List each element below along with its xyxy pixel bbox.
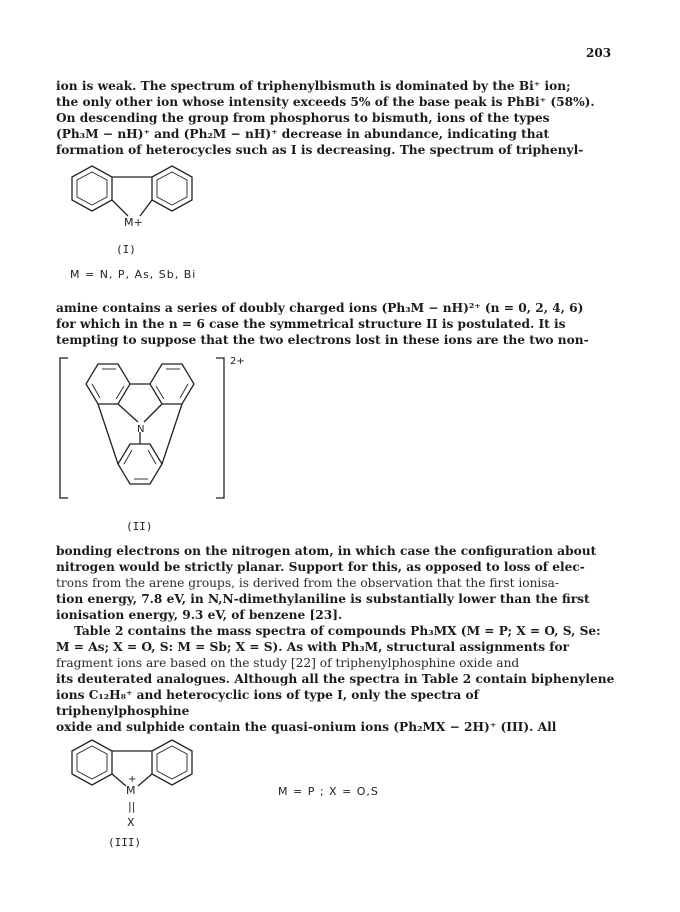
paragraph-4 xyxy=(56,623,616,735)
text-line: its deuterated analogues. Although all the spectra in Table 2 contain biphenylene xyxy=(56,672,615,686)
benzene-ring-inner-right xyxy=(157,172,187,205)
text-line: tempting to suppose that the two electrons lost in these ions are the two non- xyxy=(56,333,589,347)
heteroatom-label: M xyxy=(126,784,136,797)
text-line: trons from the arene groups, is derived from the observation that the first ionisa- xyxy=(56,576,559,590)
structure-2-label: (II) xyxy=(126,520,153,533)
structure-1-note: M = N, P, As, Sb, Bi xyxy=(70,268,197,281)
bracket-right xyxy=(216,358,224,498)
paragraph-1 xyxy=(56,78,616,158)
text-line: nitrogen would be strictly planar. Support for this, as opposed to loss of elec- xyxy=(56,560,585,574)
text-line: bonding electrons on the nitrogen atom, in which case the configuration about xyxy=(56,544,597,558)
bracket-left xyxy=(60,358,68,498)
text-line: ionisation energy, 9.3 eV, of benzene [23]. xyxy=(56,608,343,622)
benzene-ring-inner-left xyxy=(77,172,107,205)
text-line: amine contains a series of doubly charged ions (Ph₃M − nH)²⁺ (n = 0, 2, 4, 6) xyxy=(56,301,584,315)
text-line: (Ph₃M − nH)⁺ and (Ph₂M − nH)⁺ decrease in abundance, indicating that xyxy=(56,127,550,141)
charge-label: 2+ xyxy=(230,356,245,367)
text-line: fragment ions are based on the study [22] of triphenylphosphine oxide and xyxy=(56,656,520,670)
nitrogen-label: N xyxy=(137,424,145,435)
text-line: Table 2 contains the mass spectra of compounds Ph₃MX (M = P; X = O, S, Se: xyxy=(74,624,601,638)
text-line: tion energy, 7.8 eV, in N,N-dimethylaniline is substantially lower than the first xyxy=(56,592,590,606)
benzene-ring-left xyxy=(72,740,112,785)
text-line: ions C₁₂H₈⁺ and heterocyclic ions of type I, only the spectra of triphenylphosphine xyxy=(56,688,479,718)
benzene-ring-left xyxy=(72,166,112,211)
benzene-ring-top-right xyxy=(150,364,194,404)
text-line: the only other ion whose intensity exceeds 5% of the base peak is PhBi⁺ (58%). xyxy=(56,95,595,109)
heteroatom-label: M+ xyxy=(124,216,143,229)
double-bond-mark: || xyxy=(128,800,136,813)
x-atom-label: X xyxy=(127,816,135,829)
structure-3-label: (III) xyxy=(108,836,142,849)
benzene-ring-right xyxy=(152,166,192,211)
paragraph-2 xyxy=(56,300,616,348)
text-line: oxide and sulphide contain the quasi-onium ions (Ph₂MX − 2H)⁺ (III). All xyxy=(56,720,557,734)
bond-left-m xyxy=(112,774,126,786)
benzene-ring-inner-left xyxy=(77,746,107,779)
page-number: 203 xyxy=(586,46,612,60)
structure-3-drawing xyxy=(56,734,216,834)
bond-left-m xyxy=(112,200,128,216)
structure-1-label: (I) xyxy=(116,243,136,256)
benzene-ring-top-left xyxy=(86,364,130,404)
bond-right-m xyxy=(138,774,152,786)
text-line: ion is weak. The spectrum of triphenylbismuth is dominated by the Bi⁺ ion; xyxy=(56,79,571,93)
text-line: formation of heterocycles such as I is decreasing. The spectrum of triphenyl- xyxy=(56,143,584,157)
benzene-ring-bottom xyxy=(118,444,162,484)
structure-3-note: M = P ; X = O,S xyxy=(278,785,379,798)
benzene-ring-right xyxy=(152,740,192,785)
bond-right-m xyxy=(140,200,152,216)
structure-1-drawing xyxy=(56,160,216,240)
text-line: for which in the n = 6 case the symmetrical structure II is postulated. It is xyxy=(56,317,566,331)
text-line: On descending the group from phosphorus to bismuth, ions of the types xyxy=(56,111,550,125)
structure-2-drawing xyxy=(58,352,248,504)
text-line: M = As; X = O, S: M = Sb; X = S). As with Ph₃M, structural assignments for xyxy=(56,640,570,654)
benzene-ring-inner-right xyxy=(157,746,187,779)
paragraph-3 xyxy=(56,543,616,623)
charge-label: + xyxy=(128,774,137,785)
